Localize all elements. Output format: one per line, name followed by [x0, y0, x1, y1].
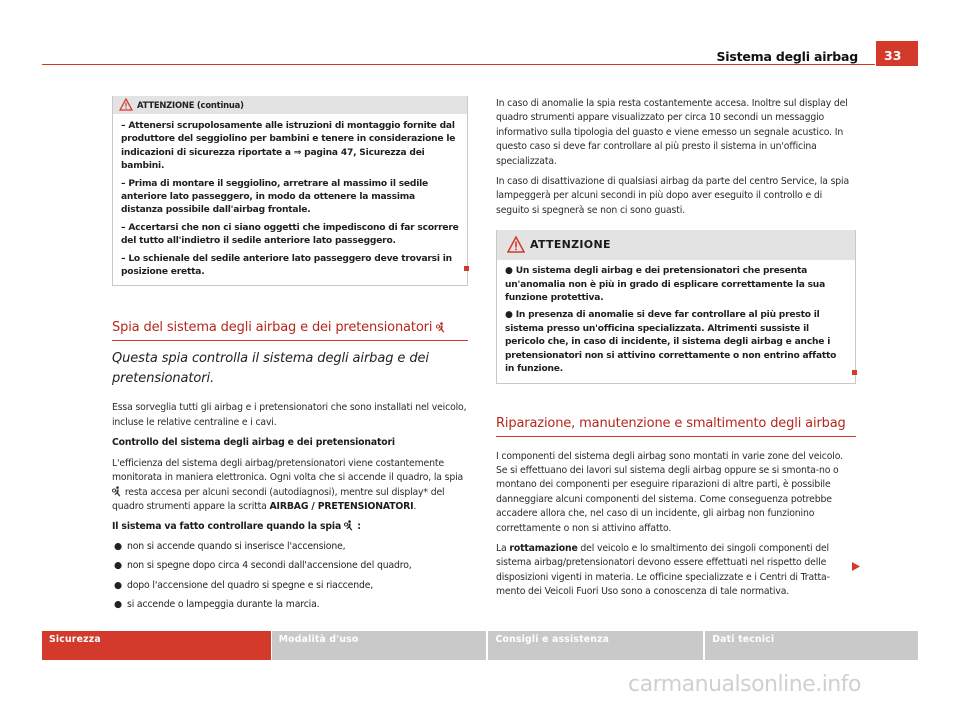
warning-item: ● Un sistema degli airbag e dei pretensionatori che presenta un'anomalia non è più in grado di esplicare correttamente la sua funzione protettiva. [505, 266, 826, 304]
paragraph: I componenti del sistema degli airbag sono montati in varie zone del veicolo. Se si effettuano dei lavori sul sistema degli airbag oppure se si smonta-no o montano dei componenti per eseguire riparazioni di altre parti, è possibile danneggiare alcuni componenti del sistema. Come conseguenza potrebbe accadere allora che, nel caso di un incidente, gli airbag non funzionino correttamente o non si attivino affatto. [496, 450, 843, 534]
warning-box-body [113, 114, 467, 285]
left-column [112, 96, 468, 612]
right-column [496, 97, 856, 600]
paragraph: Essa sorveglia tutti gli airbag e i pretensionatori che sono installati nel veicolo, incluse le relative centraline e i cavi. [112, 402, 467, 428]
list-item: ● non si spegne dopo circa 4 secondi dall'accensione del quadro, [112, 559, 468, 573]
section-airbag-light [112, 320, 468, 612]
tab-dati-tecnici[interactable]: Dati tecnici [705, 631, 918, 660]
warning-triangle-icon [119, 98, 133, 111]
warning-box-body [497, 260, 855, 382]
header-rule [42, 64, 875, 65]
display-message: AIRBAG / PRETENSIONATORI [269, 500, 414, 512]
bullet-marker: ● [114, 598, 122, 610]
bullet-marker: ● [114, 579, 122, 591]
paragraph: In caso di disattivazione di qualsiasi airbag da parte del centro Service, la spia lampeggerà per alcuni secondi in più dopo aver eseguito il controllo e di seguito si spegnerà se non ci sono guasti. [496, 176, 850, 216]
warning-box-header [113, 96, 467, 114]
airbag-warning-light-icon [344, 520, 354, 531]
warning-item: – Accertarsi che non ci siano oggetti che impediscono di far scorrere del tutto all'indietro il sedile anteriore lato passeggero. [121, 222, 459, 247]
warning-item: – Lo schienale del sedile anteriore lato passeggero deve trovarsi in posizione eretta. [121, 253, 452, 278]
page-header-title: Sistema degli airbag [716, 49, 858, 64]
warning-item: ● In presenza di anomalie si deve far controllare al più presto il sistema presso un'officina specializzata. Altrimenti sussiste il pericolo che, in caso di incidente, il sistema degli airbag e anche i pretensionatori non si attivino correttamente o non entrino affatto in funzione. [505, 310, 837, 375]
airbag-warning-light-icon [112, 486, 122, 497]
warning-box-continued [112, 96, 468, 286]
next-page-arrow-icon[interactable] [852, 562, 860, 571]
warning-box-header [497, 230, 855, 260]
tab-consigli-assistenza[interactable]: Consigli e assistenza [488, 631, 703, 660]
warning-box-title: ATTENZIONE (continua) [137, 100, 244, 110]
bullet-marker: ● [114, 560, 122, 572]
end-of-section-marker [852, 370, 857, 375]
paragraph: L'efficienza del sistema degli airbag/pretensionatori viene costantemente monitorata in maniera elettronica. Ogni volta che si accende il quadro, la spia resta accesa per alcuni secondi (autodiagnosi), mentre sul display* del quadro strumenti appare la scritta AIRBAG / PRETENSIONATORI. [112, 457, 464, 512]
section-title: Riparazione, manutenzione e smaltimento degli airbag [496, 416, 856, 437]
subheading: Controllo del sistema degli airbag e dei pretensionatori [112, 437, 395, 449]
tab-modalita-uso[interactable]: Modalità d'uso [272, 631, 487, 660]
list-item: ● non si accende quando si inserisce l'accensione, [112, 540, 468, 554]
bullet-marker: ● [114, 540, 122, 552]
warning-triangle-icon [507, 236, 525, 253]
section-title: Spia del sistema degli airbag e dei pretensionatori [112, 320, 468, 341]
list-item: ● dopo l'accensione del quadro si spegne e si riaccende, [112, 579, 468, 593]
warning-item: – Prima di montare il seggiolino, arretrare al massimo il sedile anteriore lato passeggero, in modo da ottenere la massima distanza possibile dall'airbag frontale. [121, 178, 429, 216]
warning-box [496, 230, 856, 383]
bullet-list [112, 540, 468, 613]
bold-term: rottamazione [509, 542, 578, 554]
section-intro: Questa spia controlla il sistema degli airbag e dei pretensionatori. [112, 351, 429, 387]
section-repair [496, 416, 856, 600]
tab-sicurezza[interactable]: Sicurezza [42, 631, 271, 660]
footer-tabs [42, 631, 918, 660]
watermark: carmanualsonline.info [628, 672, 861, 697]
airbag-warning-light-icon [436, 322, 446, 333]
end-of-section-marker [464, 266, 469, 271]
warning-item: – Attenersi scrupolosamente alle istruzioni di montaggio fornite dal produttore del seggiolino per bambini e tenere in considerazione le indicazioni di sicurezza riportate a ⇒ pagina 47, Sicurezza dei bambini. [121, 121, 456, 172]
paragraph: La rottamazione del veicolo e lo smaltimento dei singoli componenti del sistema airbag/pretensionatori devono essere effettuati nel rispetto delle disposizioni vigenti in materia. Le officine specializzate e i Centri di Tratta-mento dei Veicoli Fuori Uso sono a conoscenza di tale normativa. [496, 542, 830, 598]
paragraph: In caso di anomalie la spia resta costantemente accesa. Inoltre sul display del quadro strumenti appare visualizzato per circa 10 secondi un messaggio informativo sulla tipologia del guasto e viene emesso un segnale acustico. In questo caso si deve far controllare al più presto il sistema in un'officina specializzata. [496, 98, 848, 167]
warning-box-title: ATTENZIONE [530, 238, 611, 252]
page-number: 33 [876, 41, 918, 66]
subheading: Il sistema va fatto controllare quando la spia : [112, 521, 361, 533]
list-item: ● si accende o lampeggia durante la marcia. [112, 598, 468, 612]
